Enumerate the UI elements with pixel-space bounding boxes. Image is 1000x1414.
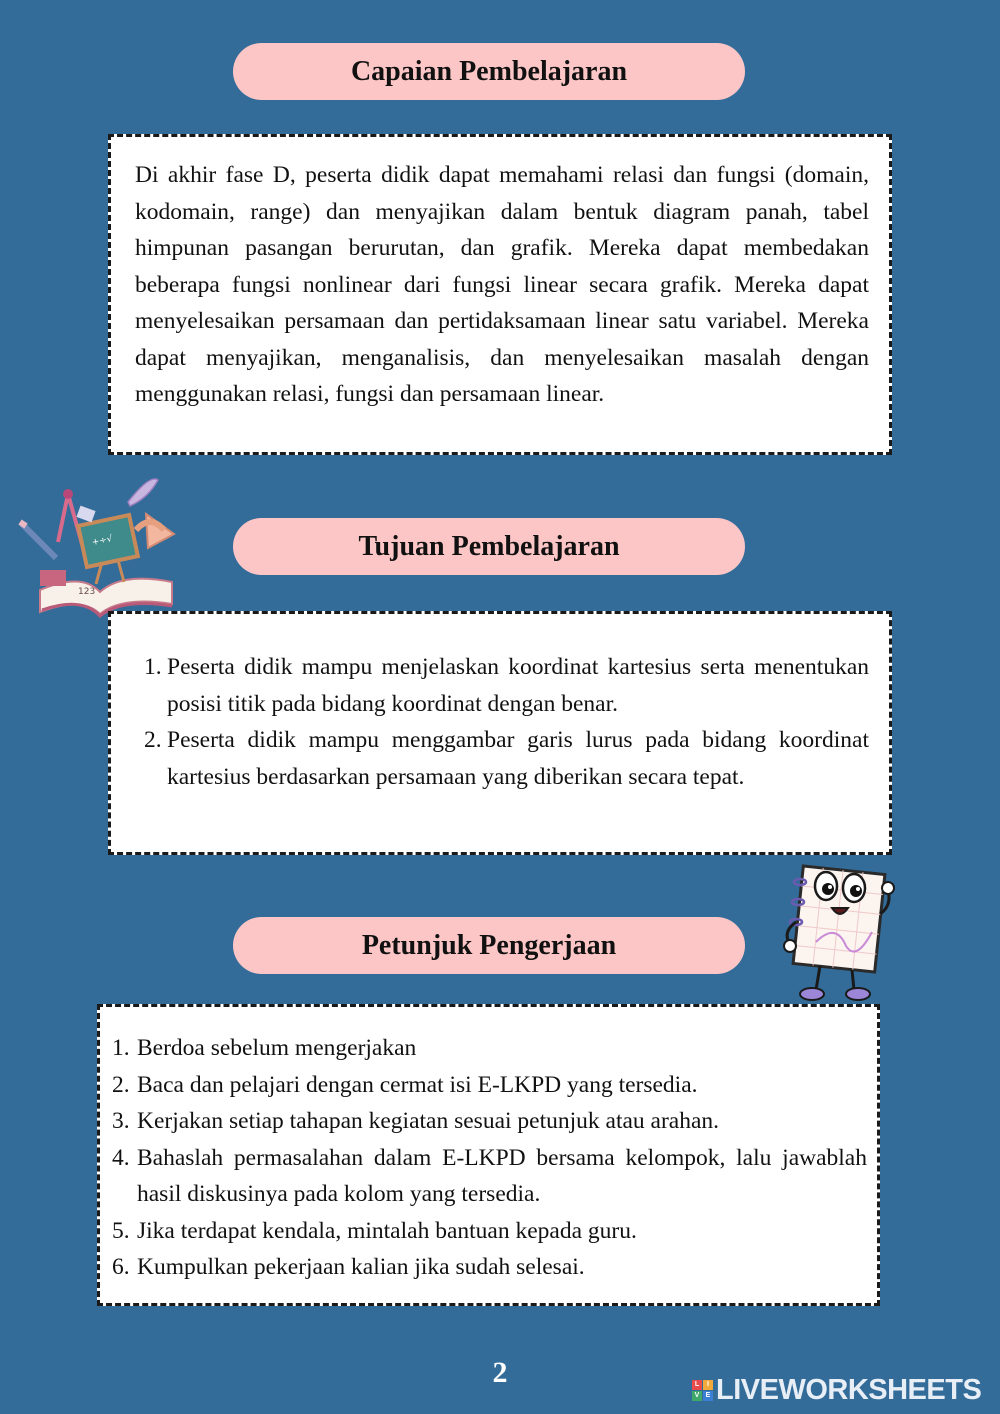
capaian-box <box>108 134 892 455</box>
logo-letter: V <box>692 1391 702 1401</box>
petunjuk-title: Petunjuk Pengerjaan <box>233 917 745 974</box>
list-number: 2. <box>144 727 162 753</box>
list-item <box>112 1140 867 1213</box>
list-number: 1. <box>112 1035 130 1061</box>
list-text: Berdoa sebelum mengerjakan <box>137 1035 417 1061</box>
list-number: 4. <box>112 1144 130 1171</box>
capaian-title: Capaian Pembelajaran <box>233 43 745 100</box>
petunjuk-list <box>112 1030 867 1286</box>
list-item <box>144 649 869 722</box>
tujuan-box <box>108 611 892 855</box>
logo-letter: E <box>703 1391 713 1401</box>
list-text: Peserta didik mampu menggambar garis lurus pada bidang koordinat kartesius berdasarkan persamaan yang diberikan secara tepat. <box>167 727 869 790</box>
list-text: Peserta didik mampu menjelaskan koordinat kartesius serta menentukan posisi titik pada bidang koordinat dengan benar. <box>167 654 869 717</box>
list-text: Jika terdapat kendala, mintalah bantuan kepada guru. <box>137 1217 637 1244</box>
list-item <box>112 1030 867 1067</box>
list-item <box>144 722 869 795</box>
list-text: Kumpulkan pekerjaan kalian jika sudah selesai. <box>137 1254 585 1280</box>
petunjuk-box <box>97 1004 880 1306</box>
list-item <box>112 1067 867 1104</box>
logo-letter: I <box>703 1380 713 1390</box>
tujuan-title: Tujuan Pembelajaran <box>233 518 745 575</box>
svg-text:+÷√: +÷√ <box>91 534 114 549</box>
list-item <box>112 1213 867 1250</box>
list-item <box>112 1249 867 1286</box>
list-number: 6. <box>112 1254 130 1280</box>
list-number: 3. <box>112 1108 130 1134</box>
logo-letter: L <box>692 1380 702 1390</box>
graph-paper-mascot-illustration <box>776 862 904 1004</box>
page-number: 2 <box>492 1356 508 1389</box>
tujuan-list <box>144 649 869 795</box>
svg-text:123: 123 <box>78 587 96 597</box>
list-text: Kerjakan setiap tahapan kegiatan sesuai petunjuk atau arahan. <box>137 1108 720 1134</box>
liveworksheets-brand-text: LIVEWORKSHEETS <box>716 1373 982 1406</box>
capaian-paragraph: Di akhir fase D, peserta didik dapat memahami relasi dan fungsi (domain, kodomain, range) dan menyajikan dalam bentuk diagram panah, tabel himpunan pasangan berurutan, dan grafik. Mereka dapat membedakan beberapa fungsi nonlinear dari fungsi linear secara grafik. Mereka dapat menyelesaikan persamaan dan pertidaksamaan linear satu variabel. Mereka dapat menyajikan, menganalisis, dan menyelesaikan masalah dengan menggunakan relasi, fungsi dan persamaan linear. <box>135 162 869 407</box>
list-text: Bahaslah permasalahan dalam E-LKPD bersama kelompok, lalu jawablah hasil diskusinya pada kolom yang tersedia. <box>137 1144 867 1207</box>
liveworksheets-watermark[interactable] <box>692 1373 981 1407</box>
list-number: 2. <box>112 1071 130 1098</box>
list-text: Baca dan pelajari dengan cermat isi E-LKPD yang tersedia. <box>137 1071 698 1098</box>
list-item <box>112 1103 867 1140</box>
list-number: 1. <box>144 654 162 680</box>
math-tools-illustration <box>12 472 182 622</box>
list-number: 5. <box>112 1217 130 1244</box>
liveworksheets-logo-icon <box>692 1380 713 1401</box>
